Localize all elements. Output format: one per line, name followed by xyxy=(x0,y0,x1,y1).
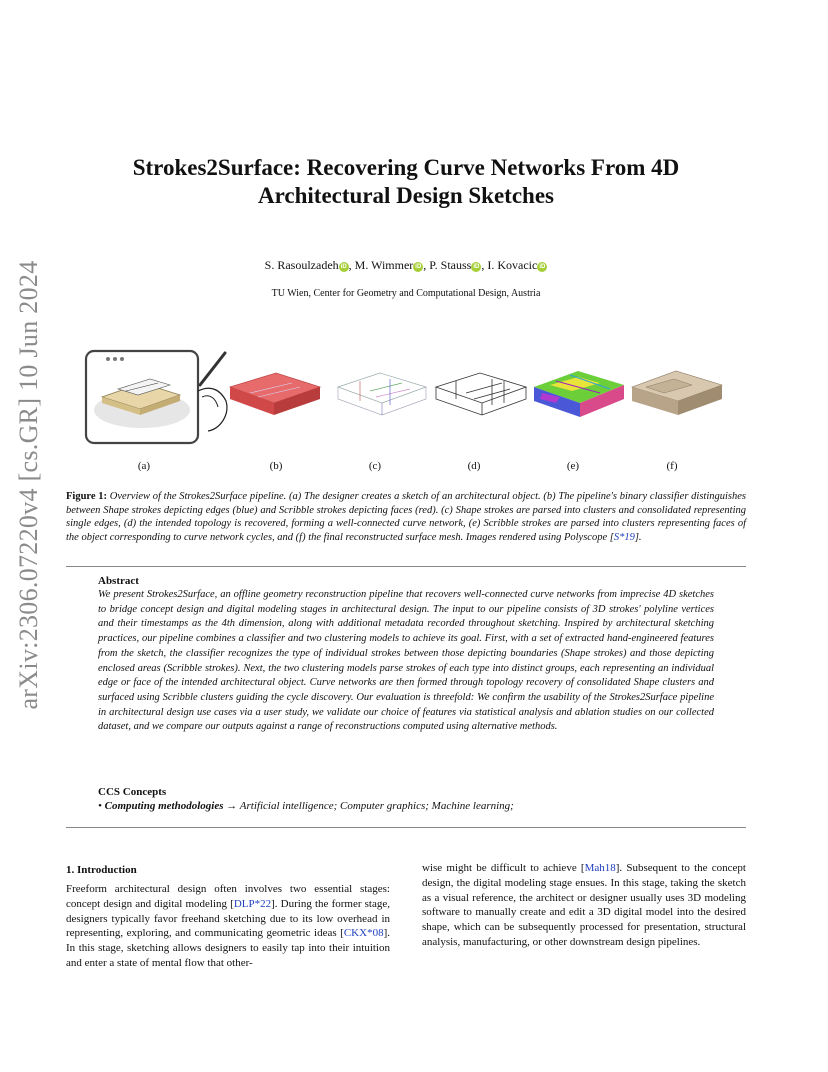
ccs-bullet: • xyxy=(98,800,105,812)
title-line-1: Strokes2Surface: Recovering Curve Networks From 4D xyxy=(132,155,680,180)
caption-end: ]. xyxy=(634,531,642,543)
section-heading: 1. Introduction xyxy=(66,864,137,876)
orcid-icon[interactable]: iD xyxy=(539,264,546,270)
body-text: ]. During the former stage, designers typically favor freehand sketching due to its low overhead in representing, exploring, and communicating geometric ideas [ xyxy=(66,897,390,940)
figure-caption xyxy=(66,490,746,544)
author-name: M. Wimmer xyxy=(354,258,414,272)
ccs-rest: → Artificial intelligence; Computer graphics; Machine learning; xyxy=(223,800,514,812)
body-text: Freeform architectural design often involves two essential stages: concept design and digital modeling [ xyxy=(66,883,390,910)
intro-column-right xyxy=(422,861,746,950)
body-text: wise might be difficult to achieve [ xyxy=(422,862,585,874)
clustered-strokes-image xyxy=(338,373,426,415)
citation-link[interactable]: CKX*08 xyxy=(343,927,384,940)
ccs-main: Computing methodologies xyxy=(104,800,224,812)
tablet-sketch-image xyxy=(86,351,227,443)
citation-link[interactable]: Mah18 xyxy=(584,862,616,874)
author-name: I. Kovacic xyxy=(487,258,538,272)
classified-strokes-image xyxy=(230,373,320,415)
intro-column-left xyxy=(66,882,390,971)
paper-title xyxy=(100,154,712,210)
figure-label-a: (a) xyxy=(137,460,151,472)
body-text: ]. Subsequent to the concept design, the digital modeling stage ensues. In this stage, taking the sketch as a visual reference, the architect or designer usually uses 3D modeling software to manually create and edit a 3D digital model into the desired shape, which can be subsequently processed for presentation, structural analysis, manufacturing, or other downstream design pipelines. xyxy=(422,862,746,948)
divider xyxy=(66,566,746,567)
scribble-clusters-image xyxy=(534,371,624,417)
ccs-heading: CCS Concepts xyxy=(98,786,167,798)
affiliation: TU Wien, Center for Geometry and Computational Design, Austria xyxy=(271,288,541,299)
arxiv-identifier: arXiv:2306.07220v4 [cs.GR] 10 Jun 2024 xyxy=(14,260,43,710)
caption-label: Figure 1: xyxy=(66,491,108,502)
curve-network-image xyxy=(436,373,526,415)
orcid-icon[interactable]: iD xyxy=(415,264,422,270)
author-name: P. Stauss xyxy=(429,258,472,272)
caption-text: Overview of the Strokes2Surface pipeline. (a) The designer creates a sketch of an architectural object. (b) The pipeline's binary classifier distinguishes between Shape strokes depicting edges (blue) and Scribble strokes depicting faces (red). (c) Shape strokes are parsed into clusters and consolidated representing single edges, (d) the intended topology is recovered, forming a well-connected curve network, (e) Scribble strokes are parsed into clusters representing faces of the object corresponding to curve network cycles, and (f) the final reconstructed surface mesh. Images rendered using Polyscope [ xyxy=(66,491,746,543)
abstract-text: We present Strokes2Surface, an offline geometry reconstruction pipeline that recovers well-connected curve networks from imprecise 4D sketches to bridge concept design and digital modeling stages in architectural design. The input to our pipeline consists of 3D strokes' polyline vertices and their timestamps as the 4th dimension, along with additional metadata recorded throughout sketching. Inspired by architectural sketching practices, our pipeline combines a classifier and two clustering models to achieve its goal. First, with a set of extracted hand-engineered features from the sketch, the classifier recognizes the type of individual strokes between those depicting boundaries (Shape strokes) and those depicting enclosed areas (Scribble strokes). Next, the two clustering models parse strokes of each type into distinct groups, each representing an individual edge or face of the intended architectural object. Curve networks are then formed through topology recovery of consolidated Shape clusters and surfaced using Scribble clusters guiding the cycle discovery. Our evaluation is threefold: We confirm the usability of the Strokes2Surface pipeline in architectural design use cases via a user study, we validate our choice of features via statistical analysis and ablation studies on our collected dataset, and we compare our outputs against a range of reconstructions computed using alternative methods. xyxy=(98,589,714,733)
citation-link[interactable]: S*19 xyxy=(613,531,635,543)
figure-label-b: (b) xyxy=(269,460,283,472)
citation-link[interactable]: DLP*22 xyxy=(233,897,272,910)
orcid-icon[interactable]: iD xyxy=(340,264,347,270)
divider xyxy=(66,827,746,828)
body-text: ]. In this stage, sketching allows designers to easily tap into their intuition and enter a state of mental flow that other- xyxy=(66,927,390,969)
teaser-figure xyxy=(80,345,750,455)
figure-label-d: (d) xyxy=(467,460,481,472)
title-line-2: Architectural Design Sketches xyxy=(258,183,554,208)
orcid-icon[interactable]: iD xyxy=(473,264,480,270)
figure-label-c: (c) xyxy=(368,460,382,472)
surface-mesh-image xyxy=(632,371,722,415)
abstract-heading: Abstract xyxy=(98,575,139,587)
figure-label-e: (e) xyxy=(566,460,580,472)
figure-label-f: (f) xyxy=(666,460,678,472)
author-name: S. Rasoulzadeh xyxy=(264,258,339,272)
ccs-concepts xyxy=(98,800,714,812)
author-list: S. Rasoulzadeh iD , M. Wimmer iD , P. Stauss iD , I. Kovacic iD xyxy=(264,258,546,272)
